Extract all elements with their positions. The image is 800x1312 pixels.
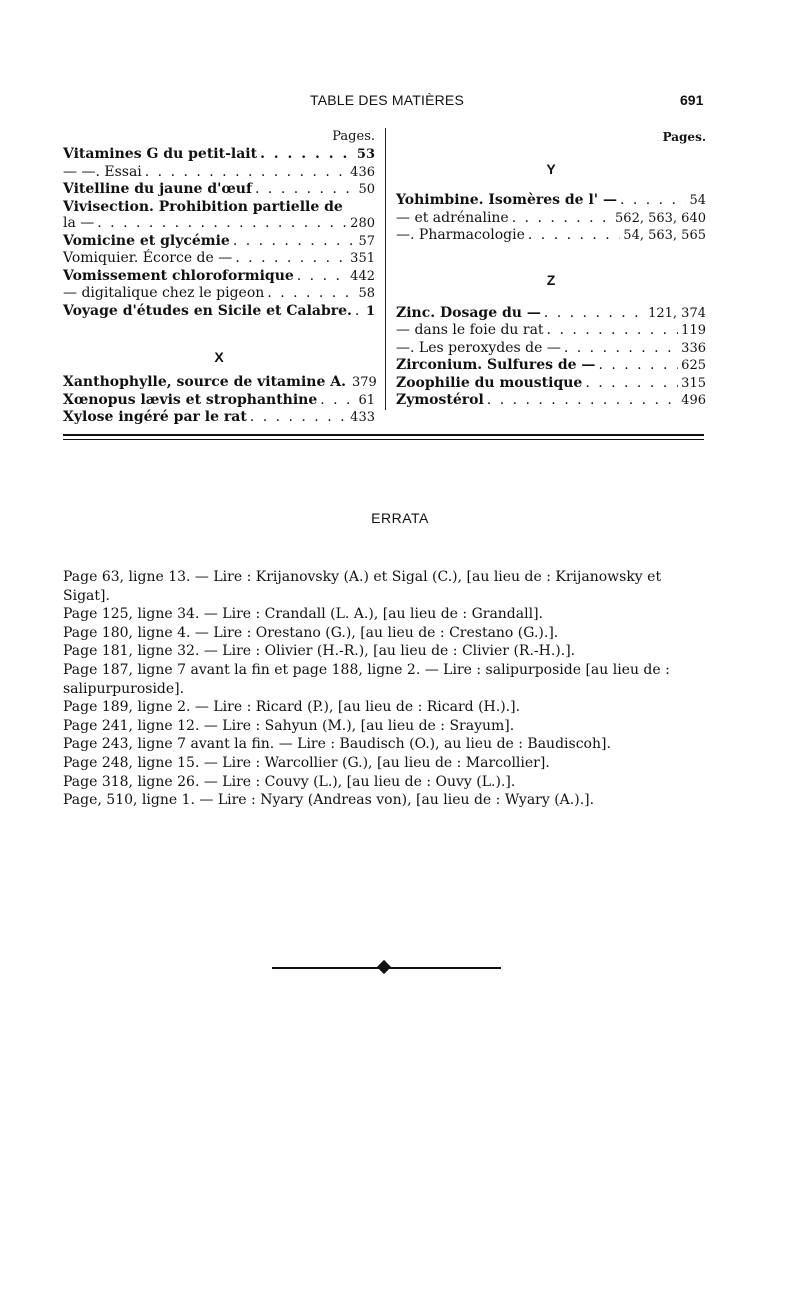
errata-item: Page 241, ligne 12. — Lire : Sahyun (M.), [au lieu de : Srayum].	[63, 717, 515, 734]
index-entry: Vomissement chloroformique . . . 442	[63, 268, 375, 286]
errata-item: Page 318, ligne 26. — Lire : Couvy (L.), [au lieu de : Ouvy (L.).].	[63, 773, 516, 790]
pages-label-left: Pages.	[332, 129, 375, 144]
errata-item: Page 189, ligne 2. — Lire : Ricard (P.), [au lieu de : Ricard (H.).].	[63, 699, 521, 716]
section-letter-y: Y	[546, 161, 556, 177]
index-entry: Vitamines G du petit-lait . . . 53	[63, 146, 375, 164]
index-entry: Vitelline du jaune d'œuf . . . 50	[63, 181, 375, 199]
errata-item: Page 243, ligne 7 avant la fin. — Lire : Baudisch (O.), au lieu de : Baudiscoh].	[63, 736, 611, 753]
ornament-line-left	[272, 967, 380, 969]
index-entry: Yohimbine. Isomères de l' — . . . 54	[396, 192, 706, 210]
index-entry: Zymostérol . . . 496	[396, 392, 706, 410]
double-rule-bottom	[63, 439, 704, 440]
errata-title: ERRATA	[371, 510, 429, 526]
errata-item: Page 181, ligne 32. — Lire : Olivier (H.-R.), [au lieu de : Clivier (R.-H.).].	[63, 643, 576, 660]
running-title: TABLE DES MATIÈRES	[310, 92, 465, 108]
index-entry: — dans le foie du rat . . . 119	[396, 322, 706, 340]
index-column-left	[63, 128, 375, 427]
page-number: 691	[680, 92, 704, 108]
index-entry: Xylose ingéré par le rat . . . 433	[63, 409, 375, 427]
end-ornament	[0, 958, 800, 978]
index-entry: Xœnopus lævis et strophanthine . . . 61	[63, 392, 375, 410]
section-letter-z: Z	[546, 271, 556, 288]
index-entry: Zoophilie du moustique . . . 315	[396, 375, 706, 393]
errata-item: Page 63, ligne 13. — Lire : Krijanovsky (A.) et Sigal (C.), [au lieu de : Krijanowsky et Sigat].	[63, 569, 662, 604]
index-entry: — —. Essai . . . 436	[63, 164, 375, 182]
double-rule-top	[63, 434, 704, 436]
index-entry: Xanthophylle, source de vitamine A. 379	[63, 374, 377, 390]
column-divider	[385, 128, 386, 410]
page-header	[0, 92, 800, 112]
errata-item: Page, 510, ligne 1. — Lire : Nyary (Andreas von), [au lieu de : Wyary (A.).].	[63, 792, 595, 809]
index-entry: Zirconium. Sulfures de — . . . 625	[396, 357, 706, 375]
errata-item: Page 187, ligne 7 avant la fin et page 188, ligne 2. — Lire : salipurposide [au lieu de : salipurpuroside].	[63, 661, 670, 697]
index-entry: Zinc. Dosage du — . . . 121, 374	[396, 305, 706, 323]
ornament-line-right	[388, 967, 501, 969]
index-entry: Voyage d'études en Sicile et Calabre. . . . 1	[63, 303, 375, 321]
index-entry: — digitalique chez le pigeon . . . 58	[63, 285, 375, 303]
pages-label-right: Pages.	[662, 130, 706, 144]
index-entry: —. Les peroxydes de — . . . 336	[396, 340, 706, 358]
errata-item: Page 248, ligne 15. — Lire : Warcollier (G.), [au lieu de : Marcollier].	[63, 754, 550, 771]
index-entry: Vomicine et glycémie . . . 57	[63, 233, 375, 251]
index-column-right	[396, 128, 706, 410]
errata-item: Page 125, ligne 34. — Lire : Crandall (L. A.), [au lieu de : Grandall].	[63, 606, 543, 623]
section-letter-x: X	[214, 349, 224, 365]
index-entry: — et adrénaline . . . 562, 563, 640	[396, 210, 706, 228]
index-entry: —. Pharmacologie . . . 54, 563, 565	[396, 227, 706, 245]
index-entry: Vivisection. Prohibition partielle de la — . . . 280	[63, 199, 375, 233]
errata-list	[63, 568, 708, 810]
errata-item: Page 180, ligne 4. — Lire : Orestano (G.), [au lieu de : Crestano (G.).].	[63, 624, 559, 641]
index-entry: Vomiquier. Écorce de — . . . 351	[63, 250, 375, 268]
